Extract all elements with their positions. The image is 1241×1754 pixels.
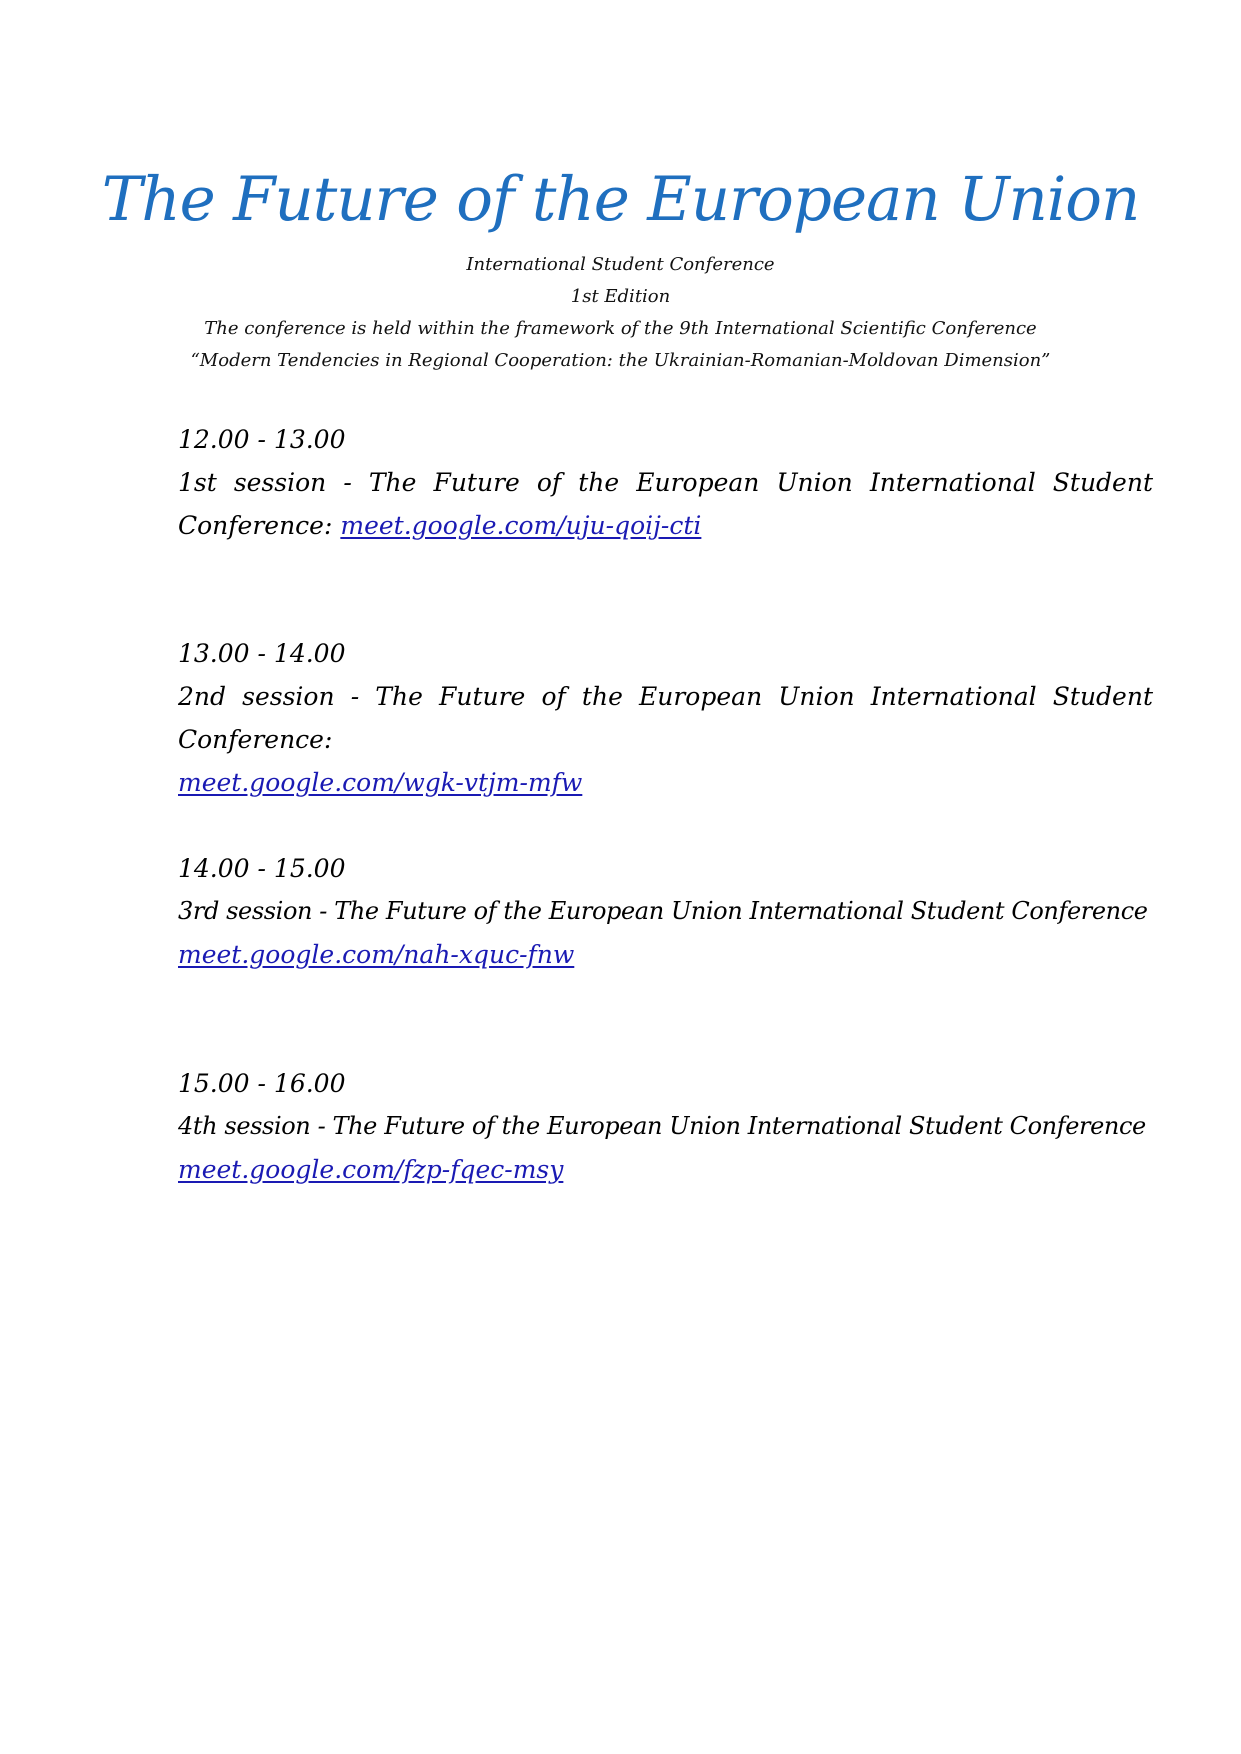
- session-3-time: 14.00 - 15.00: [178, 854, 346, 883]
- session-2-meet-link[interactable]: meet.google.com/wgk-vtjm-mfw: [178, 768, 583, 797]
- session-3: [178, 847, 1153, 976]
- session-1: [178, 418, 1153, 547]
- session-3-description: 3rd session - The Future of the European Union International Student Conference: [178, 897, 1148, 925]
- session-2-time: 13.00 - 14.00: [178, 639, 346, 668]
- session-1-time: 12.00 - 13.00: [178, 425, 346, 454]
- page-title: The Future of the European Union: [101, 164, 1140, 235]
- session-2-description: 2nd session - The Future of the European Union International Student Conference:: [178, 682, 1153, 754]
- session-4-description: 4th session - The Future of the European Union International Student Conference: [178, 1112, 1146, 1140]
- session-1-text: [178, 461, 1153, 547]
- session-4-time: 15.00 - 16.00: [178, 1069, 346, 1098]
- session-1-meet-link[interactable]: meet.google.com/uju-qoij-cti: [340, 511, 702, 540]
- session-1-description: 1st session - The Future of the European Union International Student Conference:: [178, 468, 1153, 540]
- session-4-meet-link[interactable]: meet.google.com/fzp-fqec-msy: [178, 1155, 564, 1184]
- session-3-meet-link[interactable]: meet.google.com/nah-xquc-fnw: [178, 940, 575, 969]
- session-2: [178, 632, 1153, 804]
- subtitle-conference-type: International Student Conference: [466, 254, 775, 275]
- subtitle-edition: 1st Edition: [570, 286, 671, 307]
- session-4: [178, 1062, 1153, 1191]
- subtitle-parent-conference: “Modern Tendencies in Regional Cooperation: the Ukrainian-Romanian-Moldovan Dimension”: [190, 350, 1051, 371]
- subtitle-framework: The conference is held within the framework of the 9th International Scientific Conference: [204, 318, 1037, 339]
